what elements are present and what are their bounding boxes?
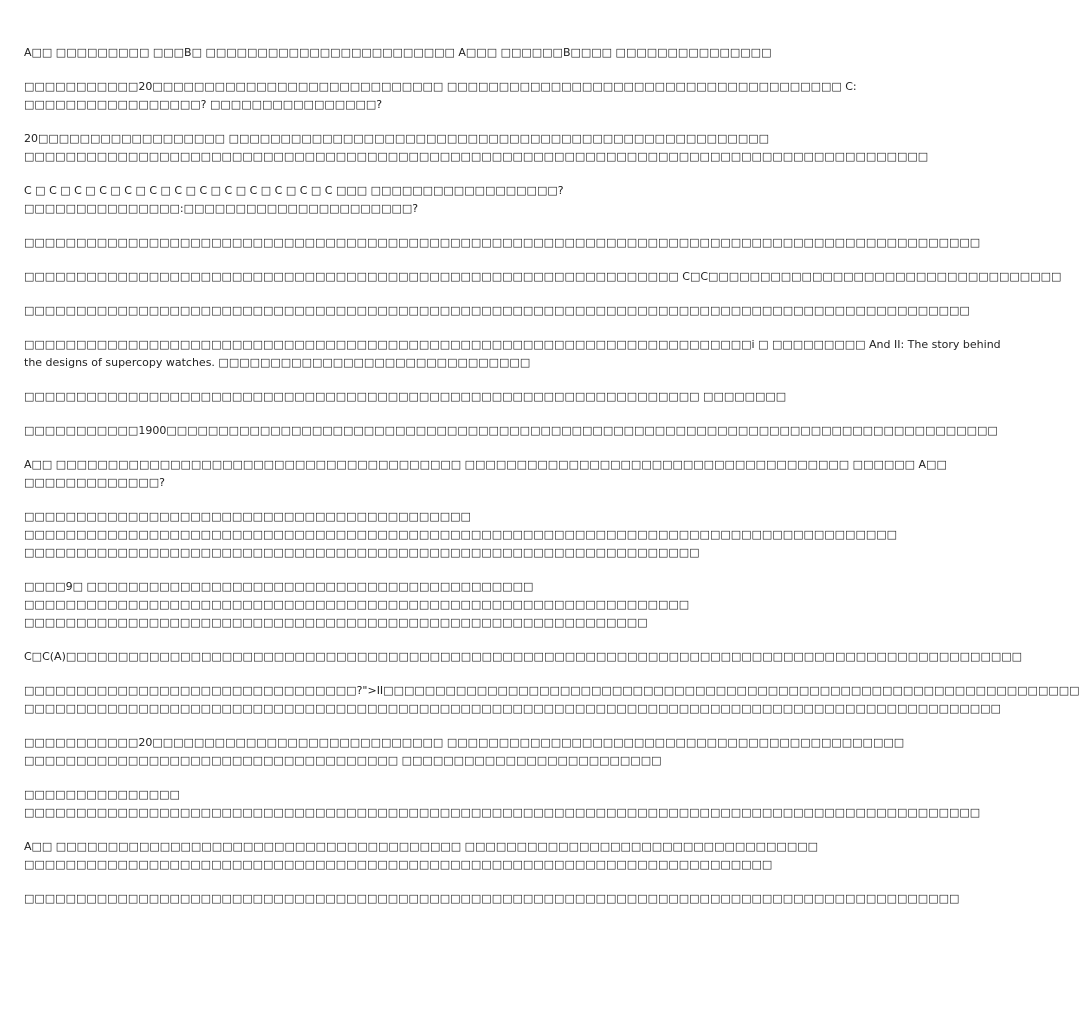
document-body bbox=[24, 44, 1080, 924]
text-paragraph bbox=[24, 130, 929, 166]
text-line: □□□□□□□□□□□□□□□□□□□□□□□□□□□□□□□□□□□□□□□□□□□□□□□□□□□□□□□□□□□□□□□□□□□□□□□□□□□□□□□□□□□□□□□□□□□□ bbox=[24, 806, 981, 819]
text-line: □□□□□□□□□□□□□□□□□□□□□□□□□□□□□□□□□□□□□□□□□□□□□□□□□□□□□□□□□□□□□□□□□□□□□□□□□□□□□□□□□□□□□□□□□□ bbox=[24, 892, 960, 905]
text-line: □□□□□□□□□□□□□□□□□□□□□□□□□□□□□□□□□□□□□□□□□□□□□□□□□□□□□□□□□□□□□□□ C□C□□□□□□□□□□□□□□□□□□□□□□□□□□□□□□□□□□ bbox=[24, 270, 1062, 283]
text-paragraph bbox=[24, 508, 898, 562]
text-paragraph bbox=[24, 786, 981, 822]
text-paragraph bbox=[24, 422, 998, 440]
text-line: □□□□□□□□□□□□□□□ bbox=[24, 788, 180, 801]
text-paragraph bbox=[24, 734, 905, 770]
text-paragraph bbox=[24, 182, 696, 218]
text-line: □□□□□□□□□□□□□□□□□□□□□□□□□□□□□□□□□□□□□□□□□□□□□□□□□□□□□□□□□□□□□□□□□□□□□□□□□□□□□□□□□□□□ bbox=[24, 528, 898, 541]
text-line: □□□□□□□□□□□□□□□□□□□□□□□□□□□□□□□□□□□□□□□□□□□□□□□□□□□□□□□□□□□□ bbox=[24, 616, 648, 629]
text-paragraph bbox=[24, 578, 696, 632]
text-paragraph bbox=[24, 838, 818, 874]
text-line: □□□□□□□□□□□□□□□□□□□□□□□□□□□□□□□□□□□□ □□□□□□□□□□□□□□□□□□□□□□□□□ bbox=[24, 754, 662, 767]
text-line: □□□□□□□□□□□20□□□□□□□□□□□□□□□□□□□□□□□□□□□□ □□□□□□□□□□□□□□□□□□□□□□□□□□□□□□□□□□□□□□ C: bbox=[24, 80, 857, 93]
text-line: □□□□□□□□□□□1900□□□□□□□□□□□□□□□□□□□□□□□□□□□□□□□□□□□□□□□□□□□□□□□□□□□□□□□□□□□□□□□□□□□□□□□□□□□□□□□□ bbox=[24, 424, 998, 437]
text-paragraph bbox=[24, 890, 960, 908]
text-line: □□□□□□□□□□□□□□□□□□□□□□□□□□□□□□□□□□□□□□□□□□□□□□□□□□□□□□□□□□□□□□□□□ □□□□□□□□ bbox=[24, 390, 787, 403]
text-paragraph bbox=[24, 388, 787, 406]
text-paragraph bbox=[24, 648, 1023, 666]
text-line: □□□□□□□□□□□□□□□□□□□□□□□□□□□□□□□□□□□□□□□□□□□□□□□□□□□□□□□□□□□□□□□□□□□□□□□□□□□□□□□□□□□□□□□□□□□□ bbox=[24, 236, 981, 249]
text-line: □□□□□□□□□□□□□□□□□? □□□□□□□□□□□□□□□□? bbox=[24, 98, 383, 111]
text-line: 20□□□□□□□□□□□□□□□□□□ □□□□□□□□□□□□□□□□□□□□□□□□□□□□□□□□□□□□□□□□□□□□□□□□□□□□ bbox=[24, 132, 770, 145]
text-paragraph bbox=[24, 456, 947, 492]
text-paragraph bbox=[24, 336, 1001, 372]
text-line: A□□ □□□□□□□□□□□□□□□□□□□□□□□□□□□□□□□□□□□□□□□ □□□□□□□□□□□□□□□□□□□□□□□□□□□□□□□□□□ bbox=[24, 840, 818, 853]
text-paragraph bbox=[24, 302, 970, 320]
text-line: □□□□9□ □□□□□□□□□□□□□□□□□□□□□□□□□□□□□□□□□□□□□□□□□□□ bbox=[24, 580, 534, 593]
text-paragraph bbox=[24, 234, 981, 252]
text-line: C□C(A)□□□□□□□□□□□□□□□□□□□□□□□□□□□□□□□□□□□□□□□□□□□□□□□□□□□□□□□□□□□□□□□□□□□□□□□□□□□□□□□□□□□□□□□□□□□□ bbox=[24, 650, 1023, 663]
text-line: □□□□□□□□□□□□□□□□□□□□□□□□□□□□□□□□□□□□□□□□□□□□□□□□□□□□□□□□□□□□□□□□□□□□□□□□ bbox=[24, 858, 773, 871]
text-line: □□□□□□□□□□□□□□□□□□□□□□□□□□□□□□□□□□□□□□□□□□□ bbox=[24, 510, 471, 523]
text-line: □□□□□□□□□□□□□□□□□□□□□□□□□□□□□□□□□□□□□□□□□□□□□□□□□□□□□□□□□□□□□□□□□□□□□□□□□□□□□□□□□□□□□□□□□□□□□□ bbox=[24, 702, 1001, 715]
text-paragraph bbox=[24, 268, 1062, 286]
text-line: C □ C □ C □ C □ C □ C □ C □ C □ C □ C □ C □ C □ C □□□ □□□□□□□□□□□□□□□□□□? bbox=[24, 184, 564, 197]
text-line: □□□□□□□□□□□□□□□□□□□□□□□□□□□□□□□□□□□□□□□□□□□□□□□□□□□□□□□□□□□□□□□□□□□□□□□□□□□□□□□□□□□□□□□ bbox=[24, 150, 929, 163]
text-line: □□□□□□□□□□□20□□□□□□□□□□□□□□□□□□□□□□□□□□□□ □□□□□□□□□□□□□□□□□□□□□□□□□□□□□□□□□□□□□□□□□□□□ bbox=[24, 736, 905, 749]
text-line: □□□□□□□□□□□□□? bbox=[24, 476, 165, 489]
text-paragraph bbox=[24, 682, 1080, 718]
text-line: □□□□□□□□□□□□□□□□□□□□□□□□□□□□□□□□□□□□□□□□□□□□□□□□□□□□□□□□□□□□□□□□ bbox=[24, 598, 690, 611]
text-paragraph bbox=[24, 44, 772, 62]
text-line: □□□□□□□□□□□□□□□:□□□□□□□□□□□□□□□□□□□□□□? bbox=[24, 202, 419, 215]
text-paragraph bbox=[24, 78, 857, 114]
text-line: A□□ □□□□□□□□□ □□□B□ □□□□□□□□□□□□□□□□□□□□□□□□ A□□□ □□□□□□B□□□□ □□□□□□□□□□□□□□□ bbox=[24, 46, 772, 59]
text-line: □□□□□□□□□□□□□□□□□□□□□□□□□□□□□□□□□□□□□□□□□□□□□□□□□□□□□□□□□□□□□□□□□□□□□□i □ □□□□□□□□□ And II: The story behind bbox=[24, 338, 1001, 351]
text-line: □□□□□□□□□□□□□□□□□□□□□□□□□□□□□□□□?">II□□□□□□□□□□□□□□□□□□□□□□□□□□□□□□□□□□□□□□□□□□□□□□□□□□□□□□□□□□□□□□□□□□□ bbox=[24, 684, 1080, 697]
text-line: □□□□□□□□□□□□□□□□□□□□□□□□□□□□□□□□□□□□□□□□□□□□□□□□□□□□□□□□□□□□□□□□□□□□□□□□□□□□□□□□□□□□□□□□□□□ bbox=[24, 304, 970, 317]
text-line: the designs of supercopy watches. □□□□□□□□□□□□□□□□□□□□□□□□□□□□□□ bbox=[24, 356, 531, 369]
text-line: □□□□□□□□□□□□□□□□□□□□□□□□□□□□□□□□□□□□□□□□□□□□□□□□□□□□□□□□□□□□□□□□□ bbox=[24, 546, 700, 559]
text-line: A□□ □□□□□□□□□□□□□□□□□□□□□□□□□□□□□□□□□□□□□□□ □□□□□□□□□□□□□□□□□□□□□□□□□□□□□□□□□□□□□ □□□□□□ A□□ bbox=[24, 458, 947, 471]
